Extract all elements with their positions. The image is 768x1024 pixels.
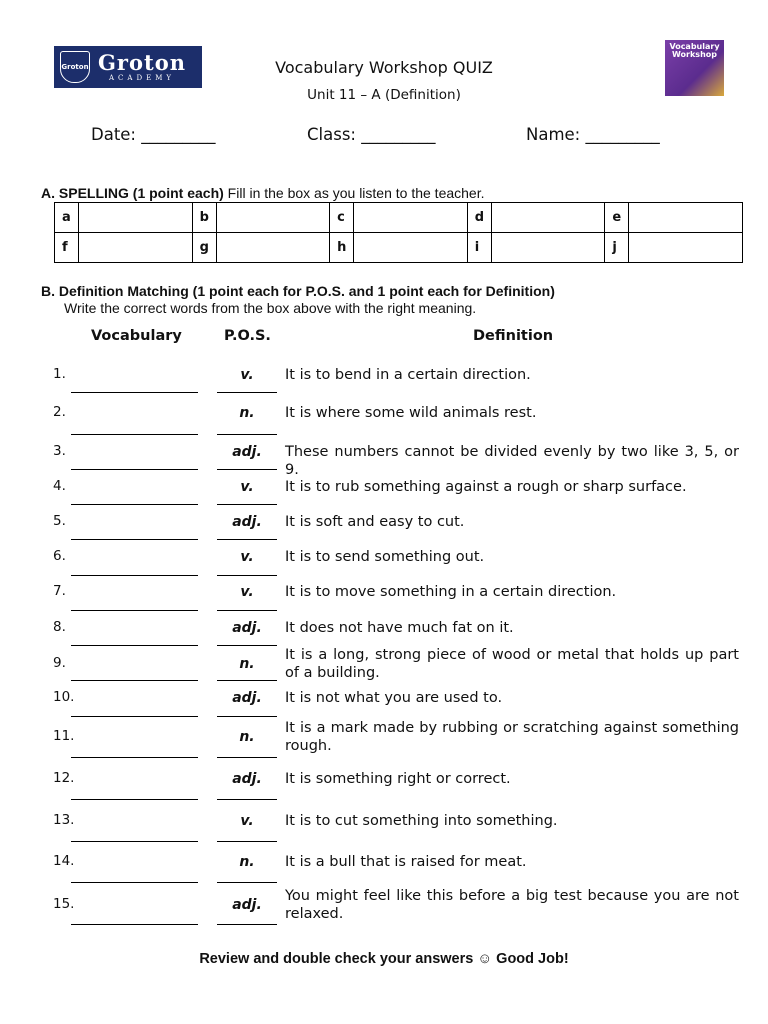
- vocabulary-answer-line[interactable]: [71, 392, 198, 393]
- spelling-letter: f: [55, 233, 79, 263]
- crest-text: Groton: [61, 63, 89, 71]
- definition-text: It is to rub something against a rough or sharp surface.: [285, 479, 687, 495]
- section-b-instruction: Write the correct words from the box above with the right meaning.: [64, 300, 477, 316]
- column-header-pos: P.O.S.: [224, 328, 271, 344]
- item-number: 6.: [53, 548, 66, 564]
- vocabulary-answer-line[interactable]: [71, 757, 198, 758]
- logo-name: Groton: [98, 49, 186, 75]
- definition-text: It is a long, strong piece of wood or metal that holds up part of a building.: [285, 647, 739, 681]
- vocabulary-answer-line[interactable]: [71, 645, 198, 646]
- section-b-title: B. Definition Matching (1 point each for P.O.S. and 1 point each for Definition): [41, 283, 555, 299]
- spelling-box[interactable]: [216, 233, 329, 263]
- pos-answer-line[interactable]: [217, 799, 277, 800]
- part-of-speech: adj.: [232, 771, 262, 787]
- part-of-speech: adj.: [232, 690, 262, 706]
- pos-answer-line[interactable]: [217, 680, 277, 681]
- part-of-speech: v.: [240, 479, 254, 495]
- definition-text: It is not what you are used to.: [285, 690, 503, 706]
- part-of-speech: adj.: [232, 514, 262, 530]
- spelling-box[interactable]: [354, 233, 467, 263]
- spelling-letter: d: [467, 203, 491, 233]
- vocabulary-answer-line[interactable]: [71, 841, 198, 842]
- pos-answer-line[interactable]: [217, 392, 277, 393]
- book-title-line1: Vocabulary: [669, 42, 720, 51]
- pos-answer-line[interactable]: [217, 716, 277, 717]
- pos-answer-line[interactable]: [217, 757, 277, 758]
- part-of-speech: adj.: [232, 444, 262, 460]
- part-of-speech: n.: [239, 405, 255, 421]
- quiz-title: Vocabulary Workshop QUIZ: [275, 58, 493, 77]
- column-header-definition: Definition: [473, 328, 554, 344]
- vocabulary-answer-line[interactable]: [71, 575, 198, 576]
- definition-text: It is to send something out.: [285, 549, 485, 565]
- spelling-box[interactable]: [629, 203, 743, 233]
- name-field: Name: _________: [526, 125, 660, 144]
- definition-text: It is a mark made by rubbing or scratching against something rough.: [285, 720, 739, 754]
- section-b-heading: [41, 283, 555, 299]
- vocabulary-answer-line[interactable]: [71, 680, 198, 681]
- item-number: 9.: [53, 655, 66, 671]
- part-of-speech: n.: [239, 729, 255, 745]
- part-of-speech: v.: [240, 367, 254, 383]
- pos-answer-line[interactable]: [217, 539, 277, 540]
- spelling-letter: c: [330, 203, 354, 233]
- pos-answer-line[interactable]: [217, 575, 277, 576]
- section-a-title: A. SPELLING (1 point each): [41, 185, 224, 201]
- logo-subtitle: ACADEMY: [109, 73, 175, 82]
- pos-answer-line[interactable]: [217, 882, 277, 883]
- quiz-subtitle: Unit 11 – A (Definition): [307, 87, 461, 103]
- definition-text: These numbers cannot be divided evenly by two like 3, 5, or 9.: [285, 444, 739, 478]
- spelling-table: [54, 202, 743, 263]
- item-number: 11.: [53, 728, 75, 744]
- part-of-speech: v.: [240, 584, 254, 600]
- definition-text: It is to move something in a certain direction.: [285, 584, 617, 600]
- column-header-vocabulary: Vocabulary: [91, 328, 182, 344]
- vocabulary-answer-line[interactable]: [71, 504, 198, 505]
- spelling-letter: b: [192, 203, 216, 233]
- section-a-instruction: Fill in the box as you listen to the teacher.: [223, 185, 485, 201]
- item-number: 13.: [53, 812, 75, 828]
- part-of-speech: v.: [240, 549, 254, 565]
- item-number: 10.: [53, 689, 75, 705]
- spelling-box[interactable]: [629, 233, 743, 263]
- item-number: 7.: [53, 583, 66, 599]
- pos-answer-line[interactable]: [217, 469, 277, 470]
- spelling-box[interactable]: [491, 233, 604, 263]
- spelling-row: [55, 203, 743, 233]
- item-number: 8.: [53, 619, 66, 635]
- pos-answer-line[interactable]: [217, 504, 277, 505]
- part-of-speech: v.: [240, 813, 254, 829]
- spelling-row: [55, 233, 743, 263]
- vocabulary-answer-line[interactable]: [71, 924, 198, 925]
- item-number: 4.: [53, 478, 66, 494]
- part-of-speech: n.: [239, 656, 255, 672]
- pos-answer-line[interactable]: [217, 434, 277, 435]
- spelling-box[interactable]: [216, 203, 329, 233]
- spelling-letter: h: [330, 233, 354, 263]
- book-title-line2: Workshop: [672, 50, 717, 59]
- pos-answer-line[interactable]: [217, 610, 277, 611]
- vocabulary-answer-line[interactable]: [71, 469, 198, 470]
- spelling-letter: a: [55, 203, 79, 233]
- definition-text: It is something right or correct.: [285, 771, 511, 787]
- spelling-box[interactable]: [491, 203, 604, 233]
- spelling-letter: i: [467, 233, 491, 263]
- item-number: 1.: [53, 366, 66, 382]
- spelling-letter: e: [605, 203, 629, 233]
- footer-message: Review and double check your answers ☺ Good Job!: [199, 951, 569, 967]
- vocabulary-answer-line[interactable]: [71, 610, 198, 611]
- vocabulary-answer-line[interactable]: [71, 716, 198, 717]
- item-number: 14.: [53, 853, 75, 869]
- definition-text: It is where some wild animals rest.: [285, 405, 537, 421]
- part-of-speech: adj.: [232, 620, 262, 636]
- vocabulary-answer-line[interactable]: [71, 434, 198, 435]
- pos-answer-line[interactable]: [217, 841, 277, 842]
- spelling-box[interactable]: [79, 203, 192, 233]
- date-field: Date: _________: [91, 125, 216, 144]
- spelling-letter: j: [605, 233, 629, 263]
- vocabulary-answer-line[interactable]: [71, 539, 198, 540]
- definition-text: It does not have much fat on it.: [285, 620, 514, 636]
- definition-text: It is to bend in a certain direction.: [285, 367, 531, 383]
- item-number: 3.: [53, 443, 66, 459]
- spelling-box[interactable]: [354, 203, 467, 233]
- part-of-speech: adj.: [232, 897, 262, 913]
- spelling-box[interactable]: [79, 233, 192, 263]
- definition-text: You might feel like this before a big test because you are not relaxed.: [285, 888, 739, 922]
- item-number: 2.: [53, 404, 66, 420]
- spelling-letter: g: [192, 233, 216, 263]
- item-number: 5.: [53, 513, 66, 529]
- class-field: Class: _________: [307, 125, 436, 144]
- item-number: 15.: [53, 896, 75, 912]
- definition-text: It is to cut something into something.: [285, 813, 558, 829]
- vocabulary-answer-line[interactable]: [71, 882, 198, 883]
- item-number: 12.: [53, 770, 75, 786]
- pos-answer-line[interactable]: [217, 924, 277, 925]
- section-a-heading: [41, 185, 485, 201]
- definition-text: It is soft and easy to cut.: [285, 514, 465, 530]
- definition-text: It is a bull that is raised for meat.: [285, 854, 527, 870]
- vocabulary-answer-line[interactable]: [71, 799, 198, 800]
- pos-answer-line[interactable]: [217, 645, 277, 646]
- part-of-speech: n.: [239, 854, 255, 870]
